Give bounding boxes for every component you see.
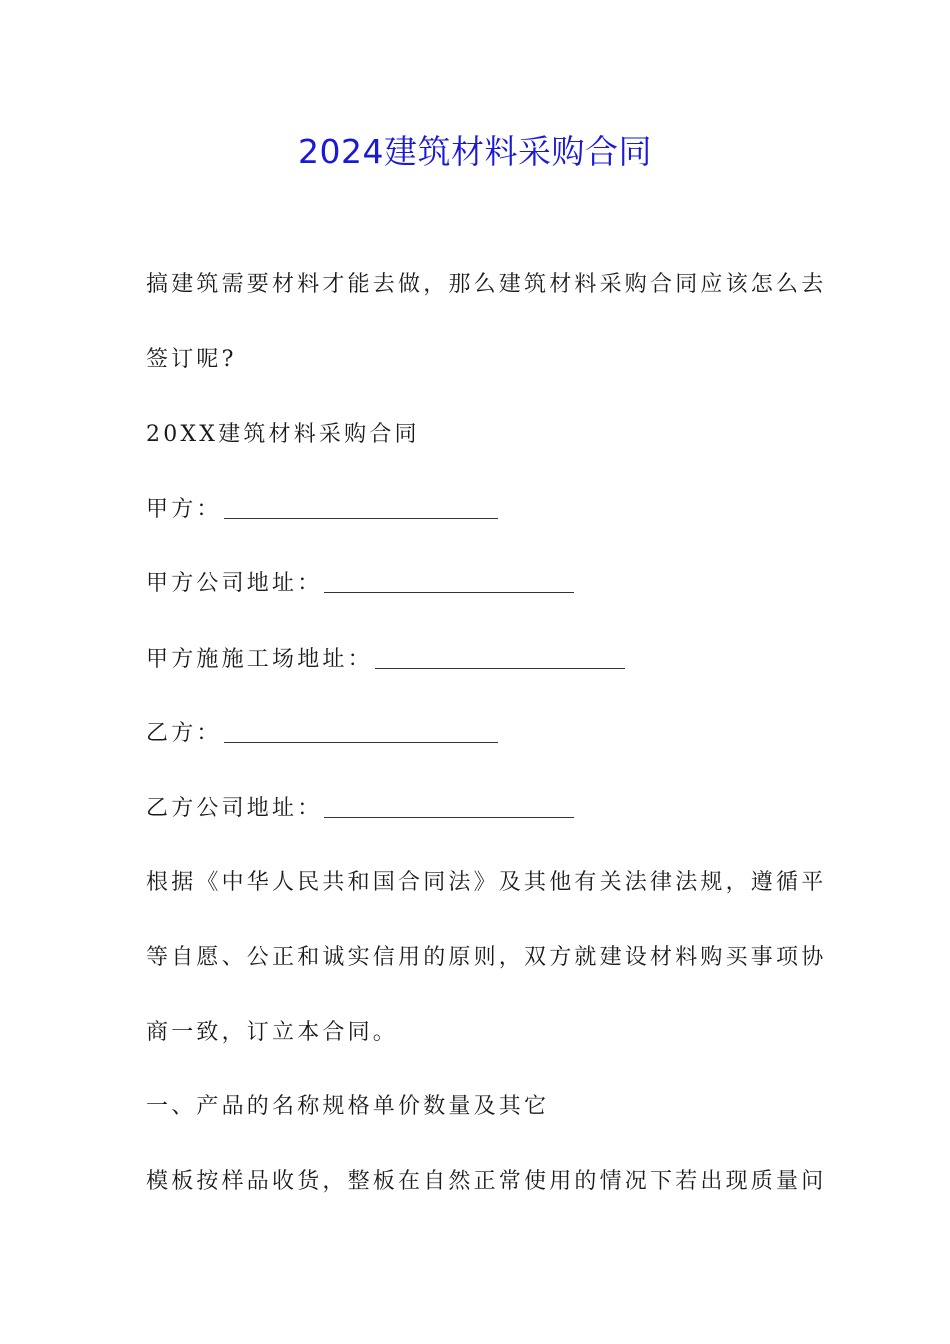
party-b-address-field [146, 792, 574, 826]
intro-line-2: 签订呢? [146, 347, 237, 372]
preamble-line-2: 等自愿、公正和诚实信用的原则，双方就建设材料购买事项协 [146, 945, 827, 970]
party-b-address-label: 乙方公司地址： [146, 796, 323, 821]
section-1-line-1: 模板按样品收货，整板在自然正常使用的情况下若出现质量问 [146, 1169, 827, 1194]
party-a-site-blank [375, 646, 625, 669]
preamble-line-1: 根据《中华人民共和国合同法》及其他有关法律法规，遵循平 [146, 870, 827, 895]
party-b-label: 乙方： [146, 721, 222, 746]
party-a-address-field [146, 567, 574, 601]
preamble-line-3: 商一致，订立本合同。 [146, 1020, 399, 1045]
party-a-field [146, 493, 498, 527]
party-a-address-blank [324, 570, 574, 593]
party-b-address-blank [324, 795, 574, 818]
party-b-blank [224, 720, 498, 743]
party-a-label: 甲方： [146, 497, 222, 522]
party-a-site-label: 甲方施施工场地址： [146, 647, 373, 672]
document-title: 2024建筑材料采购合同 [298, 132, 652, 171]
party-a-blank [224, 496, 498, 519]
party-a-address-label: 甲方公司地址： [146, 571, 323, 596]
section-1-heading: 一、产品的名称规格单价数量及其它 [146, 1094, 550, 1119]
party-a-site-field [146, 643, 625, 677]
intro-line-1: 搞建筑需要材料才能去做，那么建筑材料采购合同应该怎么去 [146, 272, 827, 297]
contract-heading: 20XX建筑材料采购合同 [146, 422, 420, 447]
party-b-field [146, 717, 498, 751]
